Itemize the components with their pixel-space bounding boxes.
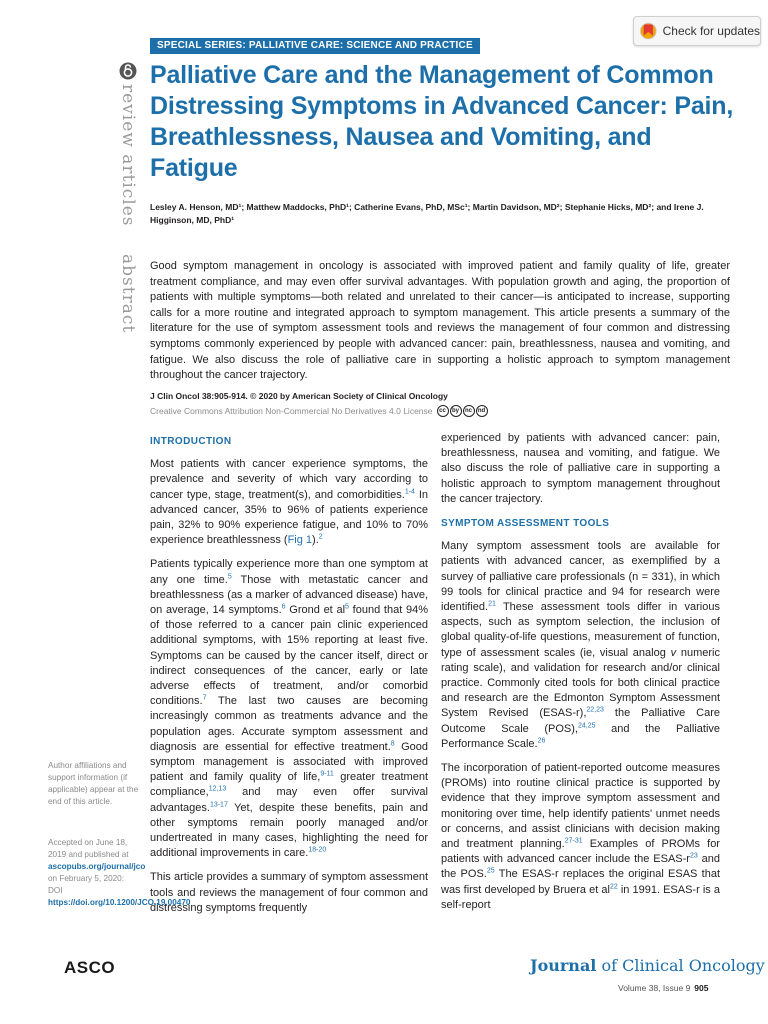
intro-paragraph-2: Patients typically experience more than one symptom at any one time.$^5$ Those with metastatic cancer and breathlessness (as a marker of advanced disease) have, on average, 14 symptoms.$^6$ Grond et $al^5$ found that 94% of those referred to a cancer pain clinic experienced additional symptoms, with 15% reporting at least five. Symptoms can be caused by the cancer itself, direct or indirect consequences of the cancer, early or late adverse effects of treatment, and/or comorbid conditions.$^7$ The last two causes are becoming increasingly common as treatments advance and the population ages. Accurate symptom assessment and diagnosis are essential for effective treatment.$^8$ Good symptom management is associated with improved patient and family quality of life,$^{9-11}$ greater treatment compliance,$^{12,13}$ and may even offer survival advantages.$^{13-17}$ Yet, despite these benefits, pain and other symptoms remain poorly managed and/or undertreated in many cases, highlighting the need for additional improvements in care.$^{18-20}$ [150,558,429,860]
by-icon: by [450,405,462,417]
ref-link[interactable]: 13-17 [209,801,228,809]
open-access-icon [119,62,137,80]
review-articles-label: review articles [118,84,138,227]
author-list: Lesley A. Henson, MD¹; Matthew Maddocks, PhD¹; Catherine Evans, PhD, MSc¹; Martin Davidson, MD²; Stephanie Hicks, MD²; and Irene J. Higginson, MD, PhD¹ [150,202,704,225]
ref-link[interactable]: 22,23 [586,706,604,714]
ref-link[interactable]: 22 [609,883,618,891]
asco-logo: ASCO [64,958,116,977]
ref-link[interactable]: 7 [202,694,207,702]
ref-link[interactable]: 12,13 [208,785,227,793]
right-column [441,431,720,922]
series-banner: SPECIAL SERIES: PALLIATIVE CARE: SCIENCE AND PRACTICE [150,38,480,54]
check-updates-button[interactable] [633,16,761,46]
check-updates-label: Check for updates [662,24,760,38]
ref-link[interactable]: 2 [318,533,323,541]
introduction-heading: INTRODUCTION [150,436,232,447]
volume-info: Volume 38, Issue 9 905 [618,983,709,993]
assessment-paragraph-1: Many symptom assessment tools are available for patients with advanced cancer, as exemplified by a survey of palliative care professionals (n = 331), in which 99 tools for clinical practice and 94 for research were identified.$^{21}$ These assessment tools differ in various aspects, such as symptom selection, the inclusion of global quality-of-life questions, measurement of function, type of assessment scales (ie, visual analog v numeric rating scale), and validation for research and/or clinical practice. Commonly cited tools for both clinical practice and research are the Edmonton Symptom Assessment System Revised (ESAS-r),$^{22,23}$ the Palliative Care Outcome Scale (POS),$^{24,25}$ and the Palliative Performance Scale.$^{26}$ [441,540,721,750]
intro-paragraph-1: Most patients with cancer experience symptoms, the prevalence and severity of which vary according to cancer type, stage, treatment(s), and comorbidities.$^{1-4}$ In advanced cancer, 35% to 96% of patients experience pain, 32% to 90% experience fatigue, and 10% to 70% experience breathlessness (Fig 1).$^2$ [150,458,428,547]
page-number: 905 [694,983,709,993]
license-line [150,405,488,417]
ref-link[interactable]: 8 [390,740,395,748]
ref-link[interactable]: 5 [345,603,349,611]
journal-logo: Journal of Clinical Oncology [530,956,765,975]
publication-info: Accepted on June 18, 2019 and published at ascopubs.org/journal/jco on February 5, 2020: DOI https://doi.org/10.1200/JCO.19.00470 [48,838,191,907]
left-column [150,431,428,925]
intro-paragraph-3: This article provides a summary of symptom assessment tools and reviews the management of four common and distressing symptoms frequently [150,871,428,914]
citation-line: J Clin Oncol 38:905-914. © 2020 by American Society of Clinical Oncology [150,391,448,401]
ref-link[interactable]: 18-20 [308,846,327,854]
doi-link[interactable]: https://doi.org/10.1200/JCO.19.00470 [48,898,191,907]
nd-icon: nd [476,405,488,417]
cc-icon: cc [437,405,449,417]
crossmark-icon [640,21,657,41]
license-text[interactable]: Creative Commons Attribution Non-Commercial No Derivatives 4.0 License [150,406,433,416]
ref-link[interactable]: 1-4 [404,487,415,495]
assessment-paragraph-2: The incorporation of patient-reported outcome measures (PROMs) into routine clinical practice is supported by evidence that they improve symptom assessment and monitoring over time, help identify patients' unmet needs or concerns, and assist clinicians with decision making and treatment planning.$^{27-31}$ Examples of PROMs for patients with advanced cancer include the ESAS-$r^{23}$ and the POS.$^{25}$ The ESAS-r replaces the original ESAS that was first developed by Bruera et $al^{22}$ in 1991. ESAS-r is a self-report [441,762,720,911]
ref-link[interactable]: 5 [227,572,232,580]
abstract-text: Good symptom management in oncology is associated with improved patient and family quality of life, greater treatment compliance, and may even offer survival advantages. With population growth and aging, the proportion of patients with multiple symptoms—both related and unrelated to their cancer—is anticipated to increase, supporting calls for a more routine and integrated approach to symptom management. This article presents a summary of the literature for the use of symptom assessment tools and reviews the management of four common and distressing symptoms commonly experienced by people with advanced cancer: pain, breathlessness, nausea and vomiting, and fatigue. We also discuss the role of palliative care in supporting a holistic approach to symptom management throughout the cancer trajectory. [150,260,730,382]
ref-link[interactable]: 27-31 [564,837,583,845]
abstract-side-label: abstract [118,254,138,334]
article-title: Palliative Care and the Management of Common Distressing Symptoms in Advanced Cancer: Pain, Breathlessness, Nausea and Vomiting, and Fatigue [150,61,734,182]
license-icons [437,405,488,417]
affiliations-note: Author affiliations and support information (if applicable) appear at the end of this article. [48,761,139,806]
ref-link[interactable]: 26 [537,737,546,745]
symptom-assessment-heading: SYMPTOM ASSESSMENT TOOLS [441,518,610,530]
journal-link[interactable]: ascopubs.org/journal/jco [48,862,146,871]
nc-icon: nc [463,405,475,417]
ref-link[interactable]: 9-11 [320,770,334,778]
ref-link[interactable]: 24,25 [577,722,596,729]
continued-paragraph: experienced by patients with advanced cancer: pain, breathlessness, nausea and vomiting, and fatigue. We also discuss the role of palliative care in supporting a holistic approach to symptom management throughout the cancer trajectory. [441,432,720,505]
figure-link[interactable]: Fig 1 [287,534,313,547]
ref-link[interactable]: 23 [689,852,698,860]
ref-link[interactable]: 6 [281,603,286,611]
ref-link[interactable]: 25 [486,867,495,875]
ref-link[interactable]: 21 [488,600,496,608]
